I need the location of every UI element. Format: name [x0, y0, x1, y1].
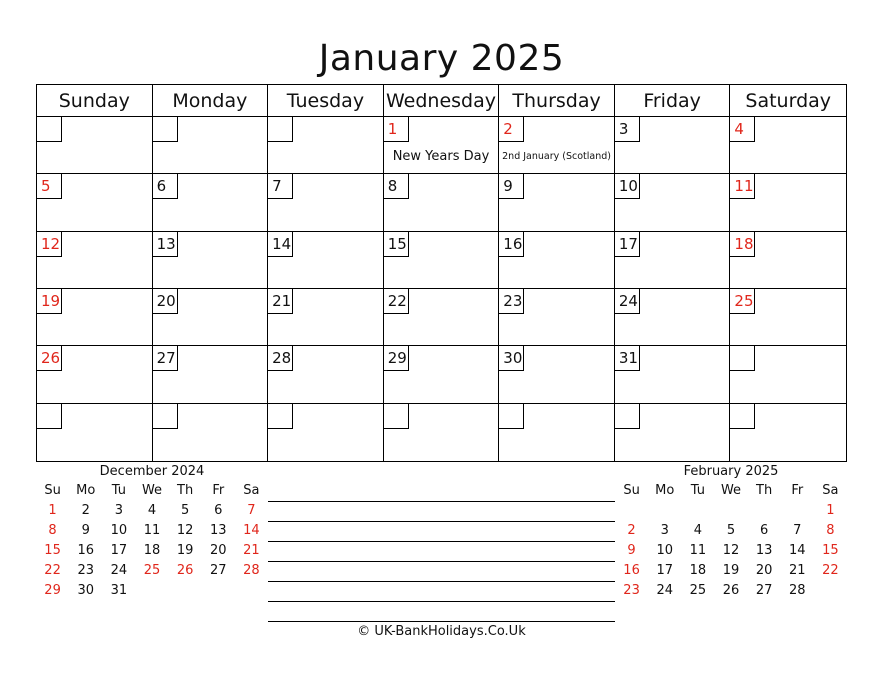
day-number: 12 — [37, 232, 62, 257]
day-number: 7 — [268, 174, 293, 199]
day-cell — [37, 174, 153, 231]
day-cell — [37, 404, 153, 461]
day-number: 30 — [499, 346, 524, 371]
mini-day-number: 29 — [44, 583, 61, 598]
mini-day-number: 26 — [176, 563, 194, 578]
day-cell — [499, 404, 615, 461]
day-number — [615, 404, 640, 429]
day-number: 8 — [384, 174, 409, 199]
mini-day-number — [781, 501, 814, 521]
day-cell — [384, 346, 500, 403]
day-number — [730, 404, 755, 429]
day-number: 20 — [153, 289, 178, 314]
footer-credit: © UK-BankHolidays.Co.Uk — [357, 624, 526, 639]
mini-weekday-header: Sa — [243, 483, 260, 498]
page-title: January 2025 — [318, 38, 565, 79]
day-number — [384, 404, 409, 429]
day-cell — [615, 232, 731, 289]
mini-day-number: 31 — [110, 583, 128, 598]
day-cell — [499, 232, 615, 289]
day-cell — [268, 404, 384, 461]
mini-day-number: 16 — [623, 563, 640, 578]
mini-day-number: 15 — [822, 543, 839, 558]
day-cell — [37, 346, 153, 403]
mini-day-number: 12 — [722, 543, 740, 558]
mini-day-number: 27 — [755, 583, 773, 598]
mini-day-number: 6 — [759, 523, 769, 538]
day-number: 2 — [499, 117, 524, 142]
mini-day-number — [714, 501, 747, 521]
mini-day-number: 19 — [722, 563, 740, 578]
day-number — [153, 117, 178, 142]
mini-day-number — [648, 501, 681, 521]
mini-day-number: 9 — [81, 523, 90, 538]
day-cell — [730, 404, 846, 461]
day-cell — [384, 174, 500, 231]
note-line — [268, 562, 615, 582]
mini-day-number: 14 — [789, 543, 806, 558]
month-calendar-grid — [36, 84, 847, 462]
mini-weekday-header: Su — [44, 483, 61, 498]
mini-day-number: 3 — [114, 503, 123, 518]
day-number: 16 — [499, 232, 524, 257]
mini-day-number: 4 — [147, 503, 157, 518]
mini-day-number: 8 — [826, 523, 835, 538]
mini-day-number: 21 — [789, 563, 806, 578]
weekday-header: Monday — [153, 85, 269, 117]
day-number: 14 — [268, 232, 293, 257]
day-number — [268, 117, 293, 142]
day-cell — [499, 174, 615, 231]
mini-weekday-header: We — [720, 483, 742, 498]
mini-day-number: 12 — [176, 523, 194, 538]
mini-day-number: 19 — [176, 543, 194, 558]
mini-day-number: 20 — [755, 563, 773, 578]
mini-day-number — [681, 501, 714, 521]
day-cell — [268, 232, 384, 289]
day-number: 25 — [730, 289, 755, 314]
mini-calendar-next-month — [615, 463, 847, 601]
day-cell — [730, 174, 846, 231]
mini-calendar-title: February 2025 — [683, 464, 779, 479]
mini-day-number: 2 — [627, 523, 636, 538]
mini-day-number: 23 — [623, 583, 640, 598]
mini-day-number: 21 — [243, 543, 260, 558]
mini-day-number — [615, 501, 648, 521]
day-cell — [730, 346, 846, 403]
mini-day-number: 23 — [77, 563, 94, 578]
day-number: 27 — [153, 346, 178, 371]
day-cell — [37, 232, 153, 289]
note-line — [268, 602, 615, 622]
mini-day-number: 10 — [110, 523, 128, 538]
day-number: 9 — [499, 174, 524, 199]
day-number: 29 — [384, 346, 409, 371]
note-line — [268, 522, 615, 542]
weekday-header: Wednesday — [384, 85, 500, 117]
day-cell — [499, 346, 615, 403]
mini-day-number — [202, 581, 235, 601]
day-cell — [615, 346, 731, 403]
day-cell — [384, 117, 500, 174]
mini-day-number: 25 — [689, 583, 707, 598]
mini-calendar-days — [36, 481, 268, 601]
mini-weekday-header: We — [141, 483, 163, 498]
day-number: 31 — [615, 346, 640, 371]
mini-day-number: 1 — [826, 503, 835, 518]
day-cell — [499, 289, 615, 346]
mini-day-number: 20 — [210, 543, 227, 558]
weekday-header: Tuesday — [268, 85, 384, 117]
day-number: 21 — [268, 289, 293, 314]
day-cell — [37, 289, 153, 346]
mini-weekday-header: Mo — [76, 483, 96, 498]
mini-day-number: 7 — [247, 503, 256, 518]
mini-day-number: 18 — [143, 543, 161, 558]
day-cell — [730, 289, 846, 346]
day-cell — [153, 346, 269, 403]
day-cell — [384, 232, 500, 289]
mini-weekday-header: Th — [756, 483, 773, 498]
day-number — [153, 404, 178, 429]
mini-day-number: 8 — [48, 523, 57, 538]
day-cell — [615, 117, 731, 174]
day-cell — [268, 346, 384, 403]
mini-weekday-header: Su — [623, 483, 640, 498]
day-number — [730, 346, 755, 371]
note-line — [268, 582, 615, 602]
weekday-header: Friday — [615, 85, 731, 117]
day-number: 18 — [730, 232, 755, 257]
day-cell — [37, 117, 153, 174]
day-cell — [153, 232, 269, 289]
day-number: 4 — [730, 117, 755, 142]
holiday-label: New Years Day — [392, 149, 490, 164]
mini-weekday-header: Fr — [212, 483, 225, 498]
mini-calendar-days — [615, 481, 847, 601]
weekday-header: Thursday — [499, 85, 615, 117]
day-number: 3 — [615, 117, 640, 142]
day-cell — [730, 232, 846, 289]
mini-day-number: 13 — [755, 543, 773, 558]
day-number: 28 — [268, 346, 293, 371]
day-cell — [615, 289, 731, 346]
mini-weekday-header: Tu — [111, 483, 126, 498]
day-cell — [153, 117, 269, 174]
mini-weekday-header: Tu — [690, 483, 705, 498]
mini-day-number: 27 — [210, 563, 227, 578]
day-number: 17 — [615, 232, 640, 257]
mini-day-number: 9 — [627, 543, 636, 558]
mini-day-number: 15 — [44, 543, 61, 558]
day-cell — [730, 117, 846, 174]
note-line — [268, 502, 615, 522]
day-cell — [615, 404, 731, 461]
day-cell — [153, 289, 269, 346]
mini-weekday-header: Sa — [822, 483, 839, 498]
day-cell — [268, 289, 384, 346]
day-cell — [499, 117, 615, 174]
notes-lines — [268, 482, 615, 622]
mini-day-number — [748, 501, 781, 521]
day-number: 24 — [615, 289, 640, 314]
day-number: 23 — [499, 289, 524, 314]
day-number: 19 — [37, 289, 62, 314]
mini-day-number: 17 — [656, 563, 673, 578]
mini-day-number: 22 — [44, 563, 61, 578]
mini-day-number: 7 — [793, 523, 802, 538]
weekday-header: Saturday — [730, 85, 846, 117]
mini-day-number: 22 — [822, 563, 839, 578]
day-number: 11 — [730, 174, 755, 199]
mini-day-number: 2 — [81, 503, 90, 518]
day-number — [499, 404, 524, 429]
mini-day-number: 24 — [656, 583, 673, 598]
day-number: 1 — [384, 117, 409, 142]
day-cell — [615, 174, 731, 231]
mini-day-number: 24 — [110, 563, 128, 578]
mini-day-number — [169, 581, 202, 601]
mini-day-number: 11 — [689, 543, 707, 558]
mini-calendar-title: December 2024 — [99, 464, 205, 479]
day-number — [268, 404, 293, 429]
day-number: 13 — [153, 232, 178, 257]
day-cell — [153, 174, 269, 231]
mini-day-number: 1 — [48, 503, 57, 518]
mini-day-number: 17 — [110, 543, 128, 558]
note-line — [268, 542, 615, 562]
mini-weekday-header: Th — [177, 483, 194, 498]
mini-day-number: 28 — [789, 583, 806, 598]
day-number: 15 — [384, 232, 409, 257]
mini-day-number: 10 — [656, 543, 673, 558]
day-cell — [384, 404, 500, 461]
holiday-label: 2nd January (Scotland) — [502, 151, 611, 162]
mini-day-number: 28 — [243, 563, 260, 578]
day-number: 22 — [384, 289, 409, 314]
mini-day-number: 18 — [689, 563, 707, 578]
mini-day-number: 25 — [143, 563, 161, 578]
day-number: 6 — [153, 174, 178, 199]
day-cell — [153, 404, 269, 461]
mini-calendar-previous-month — [36, 463, 268, 601]
mini-day-number — [135, 581, 168, 601]
mini-day-number: 13 — [210, 523, 227, 538]
day-number: 10 — [615, 174, 640, 199]
day-number: 26 — [37, 346, 62, 371]
day-cell — [268, 174, 384, 231]
mini-day-number: 5 — [726, 523, 736, 538]
mini-day-number: 30 — [77, 583, 94, 598]
mini-day-number: 5 — [180, 503, 190, 518]
mini-weekday-header: Mo — [655, 483, 675, 498]
note-line — [268, 482, 615, 502]
day-cell — [384, 289, 500, 346]
mini-day-number — [235, 581, 268, 601]
mini-day-number: 4 — [693, 523, 702, 538]
day-number: 5 — [37, 174, 62, 199]
mini-day-number: 16 — [77, 543, 94, 558]
mini-day-number: 11 — [143, 523, 161, 538]
mini-day-number: 6 — [214, 503, 223, 518]
day-number — [37, 117, 62, 142]
mini-day-number — [814, 581, 847, 601]
day-number — [37, 404, 62, 429]
weekday-header: Sunday — [37, 85, 153, 117]
mini-day-number: 14 — [243, 523, 260, 538]
mini-weekday-header: Fr — [791, 483, 804, 498]
mini-day-number: 3 — [660, 523, 669, 538]
mini-day-number: 26 — [722, 583, 740, 598]
day-cell — [268, 117, 384, 174]
